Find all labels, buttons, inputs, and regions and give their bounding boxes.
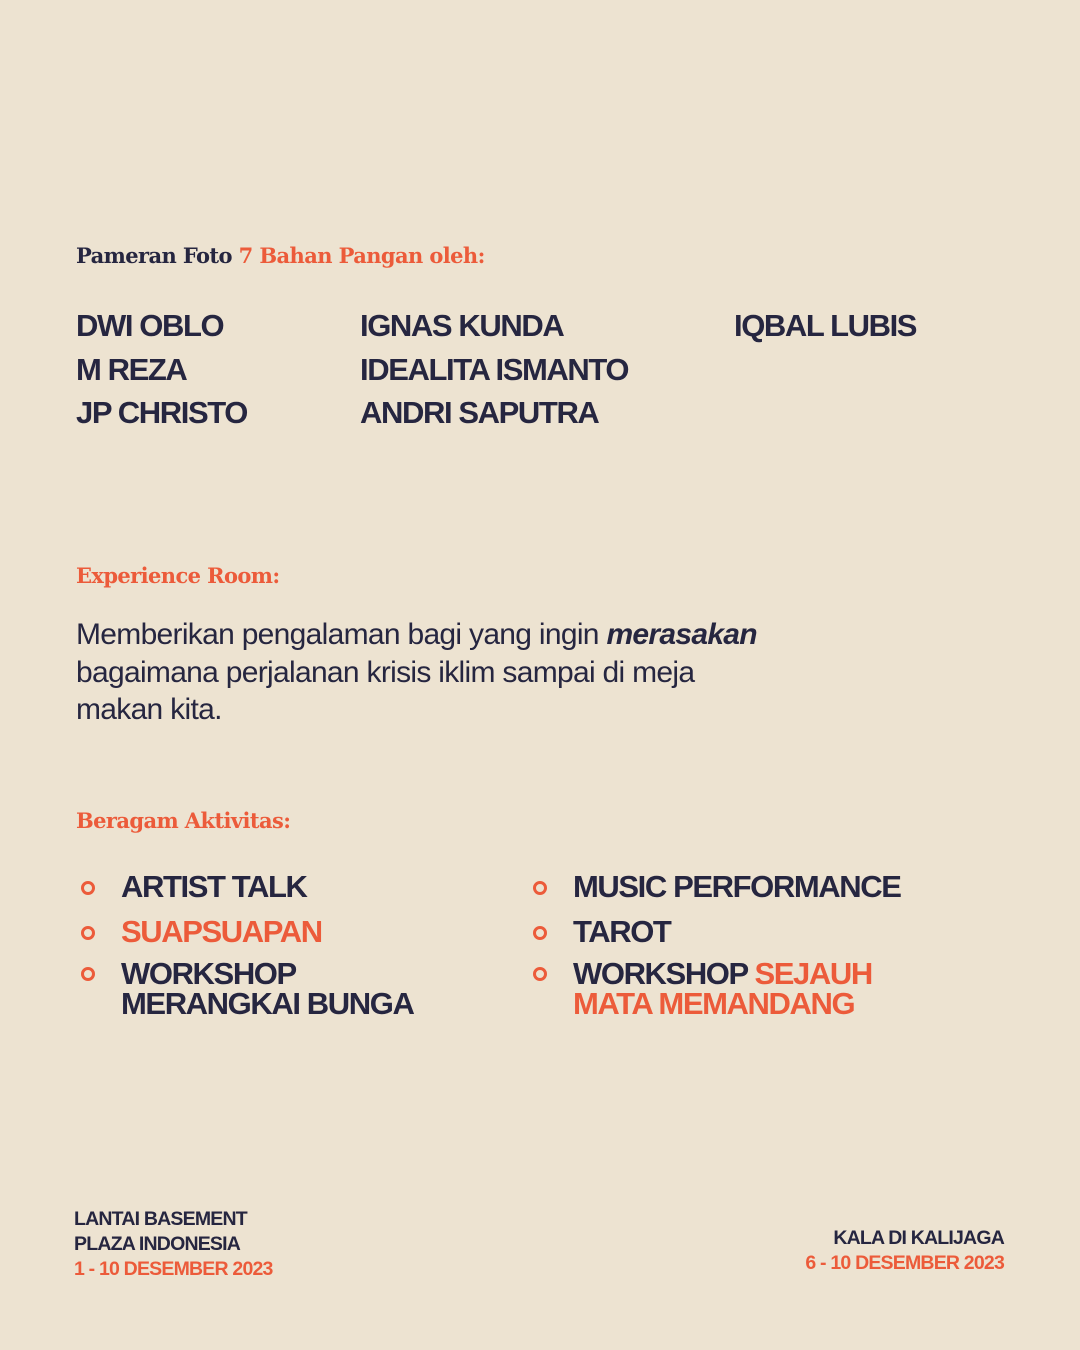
photographer-name: DWI OBLO bbox=[76, 308, 224, 343]
experience-text: Memberikan pengalaman bagi yang ingin bbox=[76, 618, 599, 651]
footer-right-date: 6 - 10 DESEMBER 2023 bbox=[805, 1252, 1004, 1274]
photographer-column-1 bbox=[76, 304, 247, 435]
photographer-column-2 bbox=[360, 304, 628, 435]
experience-line-3: makan kita. bbox=[76, 693, 222, 726]
activity-music-performance: MUSIC PERFORMANCE bbox=[573, 869, 901, 904]
activity-word-highlight: SEJAUH bbox=[754, 956, 872, 991]
bullet-icon bbox=[81, 926, 95, 940]
photographer-name: IGNAS KUNDA bbox=[360, 308, 564, 343]
activity-workshop-merangkai-bunga bbox=[121, 956, 414, 1021]
bullet-icon bbox=[533, 881, 547, 895]
footer-right bbox=[805, 1226, 1004, 1276]
photographer-column-3 bbox=[734, 304, 916, 348]
footer-left-venue: LANTAI BASEMENT bbox=[74, 1208, 247, 1230]
exhibition-heading-prefix: Pameran Foto bbox=[76, 243, 232, 268]
photographer-name: IDEALITA ISMANTO bbox=[360, 351, 629, 387]
bullet-icon bbox=[81, 881, 95, 895]
activity-artist-talk: ARTIST TALK bbox=[121, 869, 307, 904]
photographer-name: M REZA bbox=[76, 351, 187, 387]
footer-left-date: 1 - 10 DESEMBER 2023 bbox=[74, 1258, 273, 1280]
activities-heading: Beragam Aktivitas: bbox=[76, 808, 291, 833]
photographer-name: JP CHRISTO bbox=[76, 395, 247, 430]
photographer-name: IQBAL LUBIS bbox=[734, 308, 917, 343]
activity-workshop-sejauh-mata-memandang bbox=[573, 956, 872, 1021]
activity-line: WORKSHOP bbox=[121, 956, 296, 991]
experience-line-1 bbox=[76, 616, 876, 654]
bullet-icon bbox=[533, 967, 547, 981]
exhibition-heading bbox=[76, 243, 485, 268]
bullet-icon bbox=[533, 926, 547, 940]
activity-tarot: TAROT bbox=[573, 914, 671, 949]
bullet-icon bbox=[81, 967, 95, 981]
footer-left-location: PLAZA INDONESIA bbox=[74, 1233, 241, 1255]
footer-right-venue: KALA DI KALIJAGA bbox=[833, 1227, 1004, 1249]
footer-left bbox=[74, 1207, 273, 1282]
activity-line bbox=[573, 956, 872, 991]
activity-line: MERANGKAI BUNGA bbox=[121, 986, 414, 1021]
experience-description bbox=[76, 616, 876, 729]
activity-word: WORKSHOP bbox=[573, 956, 748, 991]
exhibition-heading-highlight: 7 Bahan Pangan oleh: bbox=[238, 243, 485, 268]
activity-line: MATA MEMANDANG bbox=[573, 986, 855, 1021]
experience-line-2: bagaimana perjalanan krisis iklim sampai di meja bbox=[76, 655, 695, 689]
experience-emphasis: merasakan bbox=[606, 618, 757, 651]
activity-suapsuapan: SUAPSUAPAN bbox=[121, 914, 322, 949]
photographer-name: ANDRI SAPUTRA bbox=[360, 395, 599, 430]
experience-heading: Experience Room: bbox=[76, 563, 280, 588]
